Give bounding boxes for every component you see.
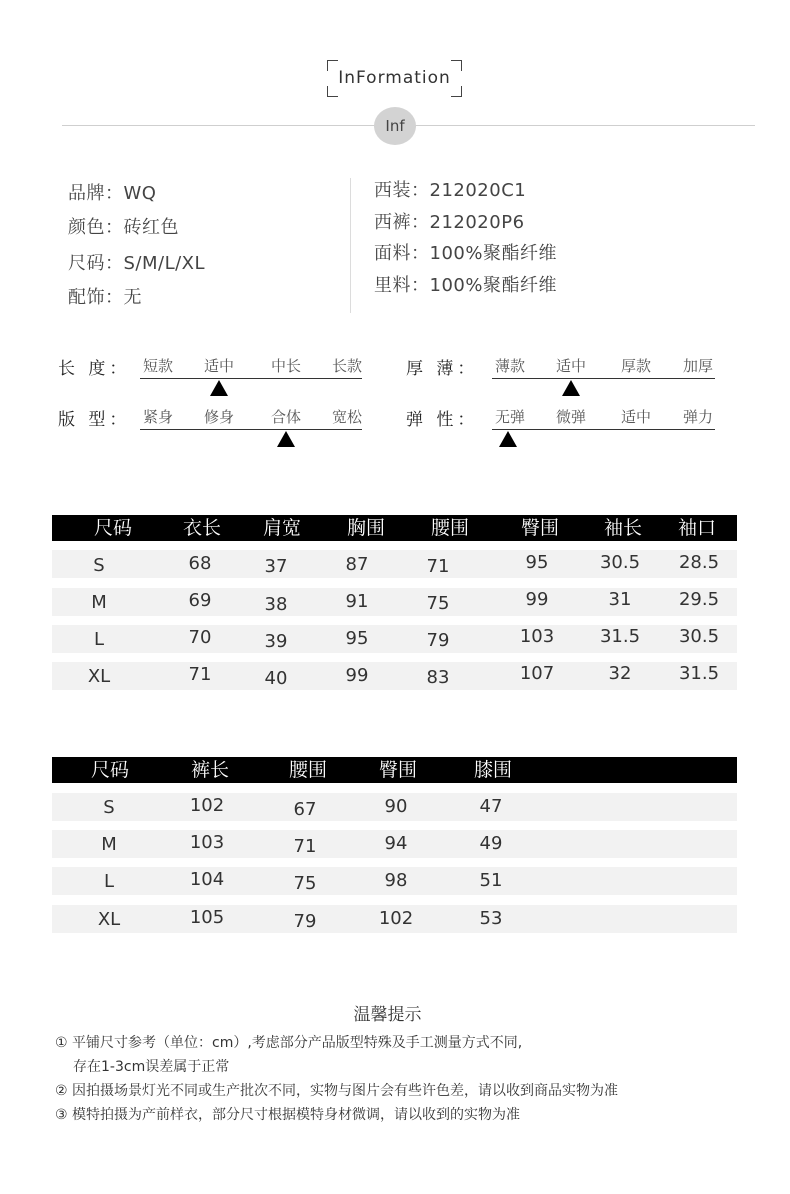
table-cell: 37 [264, 556, 288, 577]
jacket-table-header [52, 515, 737, 541]
info-fabric: 面料：100%聚酯纤维 [374, 243, 557, 264]
table-row [52, 662, 737, 690]
column-header: 肩宽 [262, 517, 302, 539]
column-header: 腰围 [288, 759, 328, 781]
column-header: 尺码 [90, 759, 130, 781]
table-cell: 30.5 [599, 552, 641, 573]
table-row [52, 550, 737, 578]
table-cell: 95 [345, 628, 369, 649]
column-header: 臀围 [520, 517, 560, 539]
fit-indicator-triangle [277, 431, 295, 447]
table-cell: 83 [426, 667, 450, 688]
information-title: InFormation [338, 68, 451, 88]
scale-label-thickness: 厚 薄： [406, 359, 479, 379]
column-header: 裤长 [190, 759, 230, 781]
note-line: ① 平铺尺寸参考（单位：cm）,考虑部分产品版型特殊及手工测量方式不同, [55, 1035, 523, 1051]
table-cell: 31.5 [678, 663, 720, 684]
table-row [52, 830, 737, 858]
column-header: 腰围 [430, 517, 470, 539]
table-cell: 38 [264, 594, 288, 615]
table-cell: 30.5 [678, 626, 720, 647]
table-cell: 75 [426, 593, 450, 614]
table-cell: 91 [345, 591, 369, 612]
inf-badge: Inf [374, 107, 416, 145]
table-cell: 32 [608, 663, 632, 684]
scale-option: 中长 [270, 357, 302, 375]
table-cell: L [103, 871, 115, 892]
table-cell: 69 [188, 590, 212, 611]
table-cell: 90 [384, 796, 408, 817]
info-divider [350, 178, 351, 313]
table-cell: 95 [525, 552, 549, 573]
note-line: ③ 模特拍摄为产前样衣，部分尺寸根据模特身材微调，请以收到的实物为准 [55, 1107, 520, 1123]
scale-option: 弹力 [682, 408, 714, 426]
scale-line-thickness [492, 378, 715, 379]
info-brand: 品牌：WQ [68, 183, 157, 204]
table-cell: 104 [189, 869, 225, 890]
pants-table-header [52, 757, 737, 783]
table-row [52, 793, 737, 821]
scale-option: 修身 [203, 408, 235, 426]
column-header: 臀围 [378, 759, 418, 781]
table-cell: 107 [519, 663, 555, 684]
table-cell: 29.5 [678, 589, 720, 610]
table-cell: 102 [378, 908, 414, 929]
column-header: 胸围 [346, 517, 386, 539]
note-line: ② 因拍摄场景灯光不同或生产批次不同，实物与图片会有些许色差，请以收到商品实物为准 [55, 1083, 618, 1099]
elasticity-indicator-triangle [499, 431, 517, 447]
scale-label-elasticity: 弹 性： [406, 410, 479, 430]
table-cell: 99 [345, 665, 369, 686]
scale-option: 厚款 [620, 357, 652, 375]
table-cell: 94 [384, 833, 408, 854]
table-cell: 79 [293, 911, 317, 932]
table-row [52, 588, 737, 616]
table-cell: 67 [293, 799, 317, 820]
column-header: 袖口 [677, 517, 717, 539]
info-sizes: 尺码：S/M/L/XL [68, 253, 206, 274]
table-cell: 31 [608, 589, 632, 610]
table-cell: 47 [479, 796, 503, 817]
scale-option: 加厚 [682, 357, 714, 375]
table-cell: 53 [479, 908, 503, 929]
table-cell: 49 [479, 833, 503, 854]
scale-line-fit [140, 429, 362, 430]
table-row [52, 905, 737, 933]
info-pants-code: 西裤：212020P6 [374, 212, 525, 233]
table-cell: 71 [426, 556, 450, 577]
scale-line-elasticity [492, 429, 715, 430]
information-title-frame [327, 60, 462, 97]
table-cell: 99 [525, 589, 549, 610]
table-cell: 79 [426, 630, 450, 651]
scale-option: 微弹 [555, 408, 587, 426]
table-cell: 103 [189, 832, 225, 853]
column-header: 袖长 [603, 517, 643, 539]
thickness-indicator-triangle [562, 380, 580, 396]
table-cell: 103 [519, 626, 555, 647]
table-cell: 75 [293, 873, 317, 894]
table-cell: 71 [188, 664, 212, 685]
scale-option: 紧身 [142, 408, 174, 426]
scale-option: 适中 [620, 408, 652, 426]
table-cell: 102 [189, 795, 225, 816]
table-cell: 87 [345, 554, 369, 575]
table-cell: XL [87, 666, 111, 687]
table-cell: 40 [264, 668, 288, 689]
info-lining: 里料：100%聚酯纤维 [374, 275, 557, 296]
info-color: 颜色：砖红色 [68, 217, 179, 238]
length-indicator-triangle [210, 380, 228, 396]
info-jacket-code: 西装：212020C1 [374, 180, 527, 201]
table-cell: L [93, 629, 105, 650]
table-cell: 98 [384, 870, 408, 891]
table-cell: 39 [264, 631, 288, 652]
scale-option: 合体 [270, 408, 302, 426]
scale-label-fit: 版 型： [58, 410, 131, 430]
table-cell: 28.5 [678, 552, 720, 573]
table-cell: S [93, 555, 105, 576]
scale-line-length [140, 378, 362, 379]
column-header: 衣长 [182, 517, 222, 539]
table-cell: M [101, 834, 117, 855]
scale-option: 适中 [203, 357, 235, 375]
column-header: 膝围 [473, 759, 513, 781]
table-cell: S [103, 797, 115, 818]
table-cell: M [91, 592, 107, 613]
table-cell: 68 [188, 553, 212, 574]
table-cell: 71 [293, 836, 317, 857]
info-accessories: 配饰：无 [68, 287, 142, 308]
scale-option: 宽松 [331, 408, 363, 426]
table-row [52, 867, 737, 895]
notes-title: 温馨提示 [353, 1005, 422, 1025]
scale-option: 适中 [555, 357, 587, 375]
scale-option: 无弹 [494, 408, 526, 426]
note-line: 存在1-3cm误差属于正常 [73, 1059, 230, 1075]
scale-option: 短款 [142, 357, 174, 375]
table-cell: 105 [189, 907, 225, 928]
table-row [52, 625, 737, 653]
table-cell: 51 [479, 870, 503, 891]
table-cell: XL [97, 909, 121, 930]
scale-option: 薄款 [494, 357, 526, 375]
table-cell: 31.5 [599, 626, 641, 647]
column-header: 尺码 [93, 517, 133, 539]
scale-option: 长款 [331, 357, 363, 375]
scale-label-length: 长 度： [58, 359, 131, 379]
table-cell: 70 [188, 627, 212, 648]
